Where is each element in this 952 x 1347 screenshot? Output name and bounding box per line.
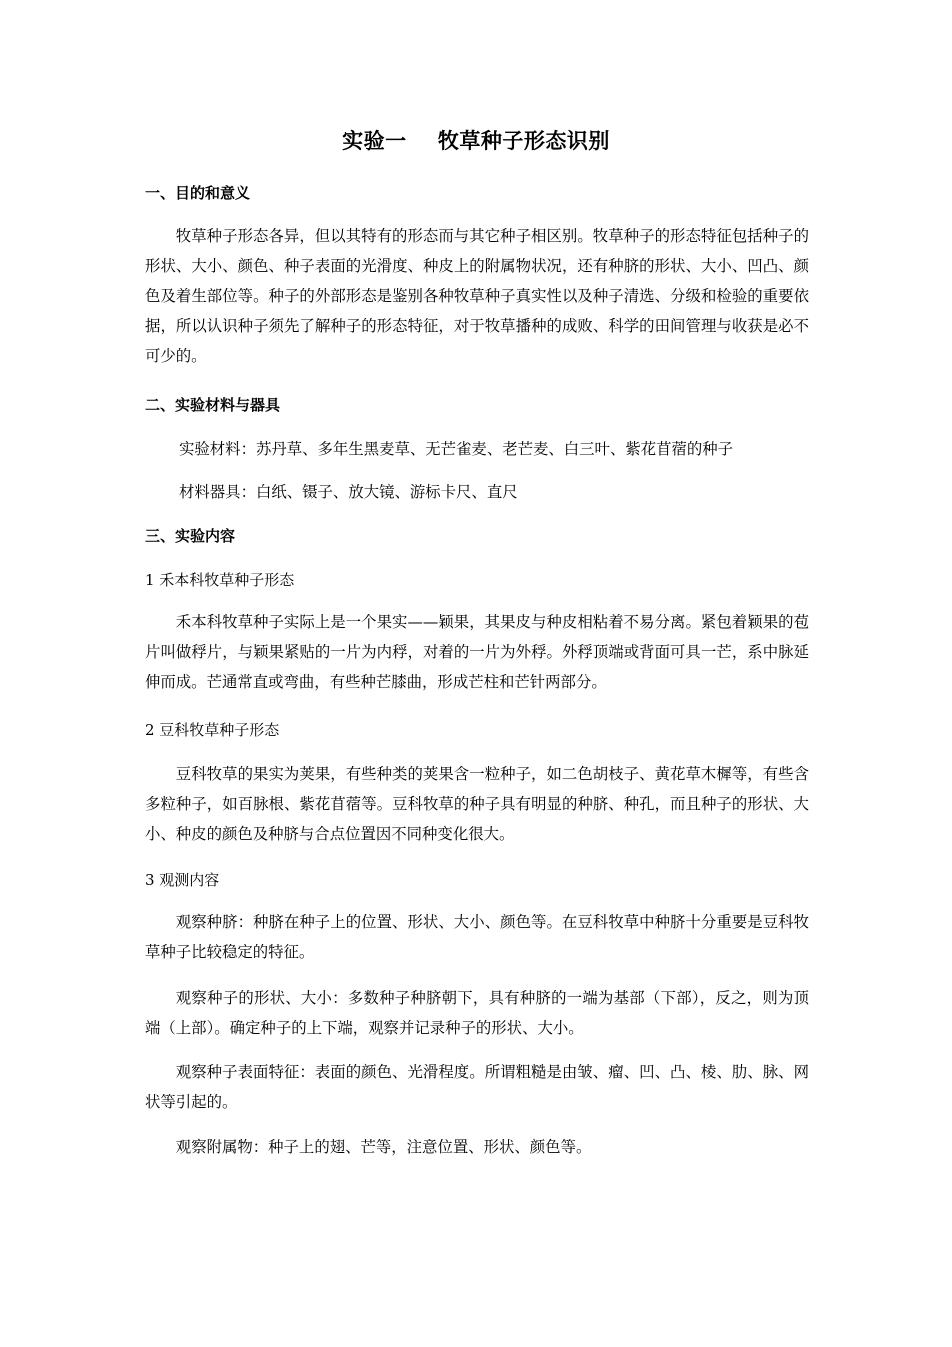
observe-surface-paragraph: 观察种子表面特征：表面的颜色、光滑程度。所谓粗糙是由皱、瘤、凹、凸、棱、肋、脉、网状等引起的。	[145, 1063, 809, 1111]
grass-seeds-paragraph: 禾本科牧草种子实际上是一个果实——颖果，其果皮与种皮相粘着不易分离。紧包着颖果的苞片叫做稃片，与颖果紧贴的一片为内稃，对着的一片为外稃。外稃顶端或背面可具一芒，系中脉延伸而成。芒通常直或弯曲，有些种芒膝曲，形成芒柱和芒针两部分。	[145, 613, 809, 691]
instruments-line: 材料器具：白纸、镊子、放大镜、游标卡尺、直尺	[179, 483, 518, 501]
document-title: 实验一 牧草种子形态识别	[342, 128, 610, 153]
subheading-grass-seeds: 1 禾本科牧草种子形态	[145, 571, 295, 589]
legume-seeds-paragraph: 豆科牧草的果实为荚果，有些种类的荚果含一粒种子，如二色胡枝子、黄花草木樨等，有些含多粒种子，如百脉根、紫花苜蓿等。豆科牧草的种子具有明显的种脐、种孔，而且种子的形状、大小、种皮的颜色及种脐与合点位置因不同种变化很大。	[145, 765, 809, 843]
section-heading-materials: 二、实验材料与器具	[145, 396, 281, 414]
observe-shape-paragraph: 观察种子的形状、大小：多数种子种脐朝下，具有种脐的一端为基部（下部），反之，则为顶端（上部）。确定种子的上下端，观察并记录种子的形状、大小。	[145, 989, 809, 1037]
purpose-paragraph: 牧草种子形态各异，但以其特有的形态而与其它种子相区别。牧草种子的形态特征包括种子的形状、大小、颜色、种子表面的光滑度、种皮上的附属物状况，还有种脐的形状、大小、凹凸、颜色及着生部位等。种子的外部形态是鉴别各种牧草种子真实性以及种子清选、分级和检验的重要依据，所以认识种子须先了解种子的形态特征，对于牧草播种的成败、科学的田间管理与收获是必不可少的。	[145, 227, 809, 365]
observe-hilum-paragraph: 观察种脐：种脐在种子上的位置、形状、大小、颜色等。在豆科牧草中种脐十分重要是豆科牧草种子比较稳定的特征。	[145, 913, 809, 961]
section-heading-purpose: 一、目的和意义	[145, 184, 251, 202]
observe-appendages-paragraph: 观察附属物：种子上的翅、芒等，注意位置、形状、颜色等。	[175, 1138, 592, 1156]
subheading-legume-seeds: 2 豆科牧草种子形态	[145, 721, 280, 739]
subheading-observation: 3 观测内容	[145, 871, 220, 889]
section-heading-content: 三、实验内容	[145, 527, 236, 545]
materials-line: 实验材料：苏丹草、多年生黑麦草、无芒雀麦、老芒麦、白三叶、紫花苜蓿的种子	[179, 440, 734, 458]
